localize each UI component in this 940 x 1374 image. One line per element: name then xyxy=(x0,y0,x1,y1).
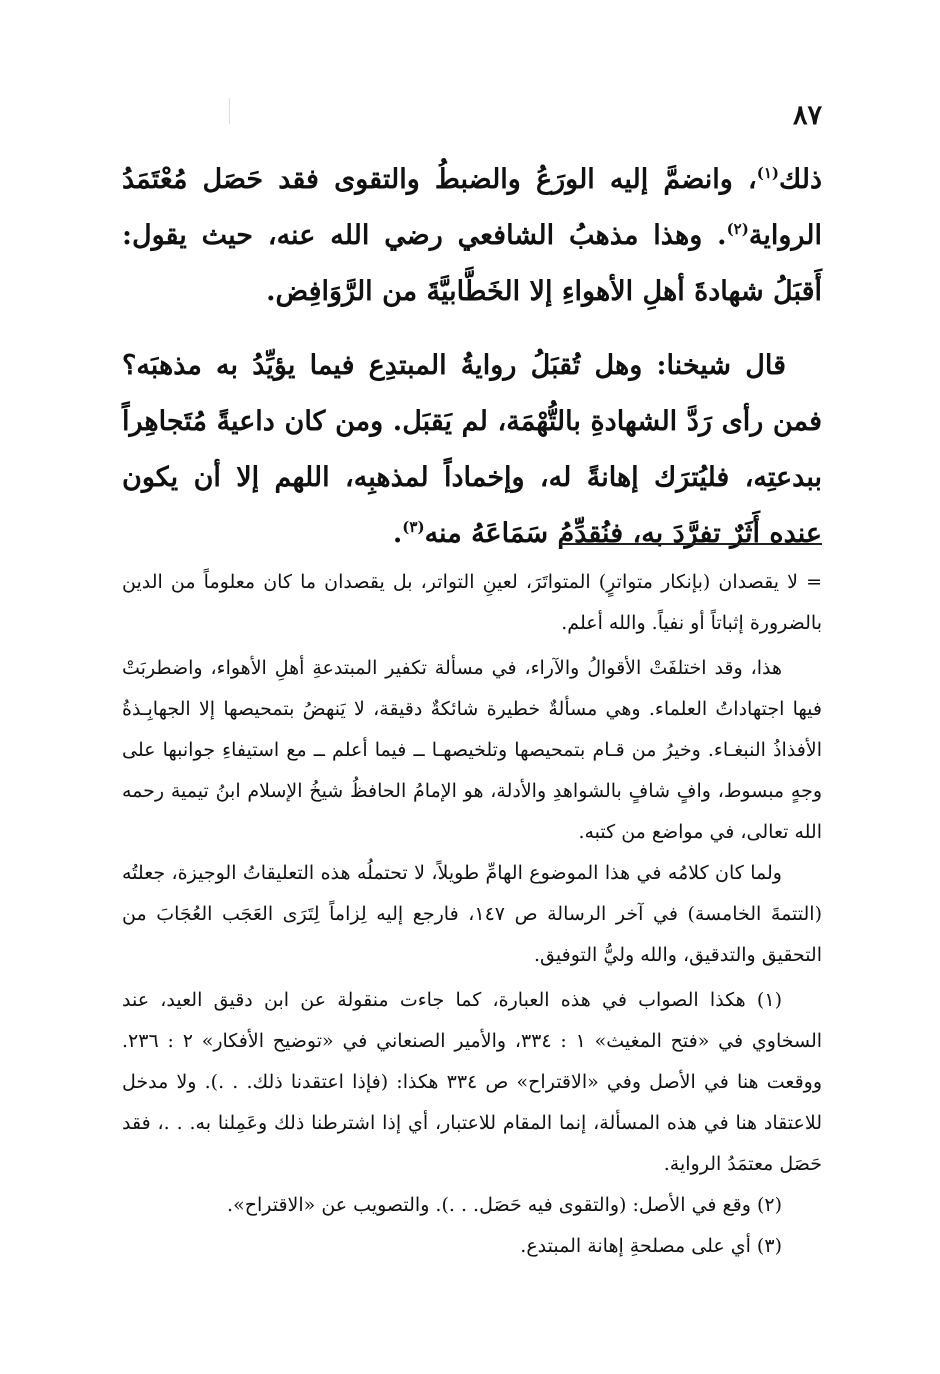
footnote-ref-1: (١) xyxy=(756,164,779,182)
footnote-continuation-3: ولما كان كلامُه في هذا الموضوع الهامِّ طويلاً، لا تحتملُه هذه التعليقاتُ الوجيزة، جعلتُه (التتمةَ الخامسة) في آخر الرسالة ص ١٤٧، فارجع إليه لِزاماً لِتَرَى العَجَب العُجَابَ من التحقيق والتدقيق، والله وليُّ التوفيق. xyxy=(122,862,823,966)
main-p2-end: . xyxy=(392,518,403,549)
main-paragraph-2 xyxy=(122,338,822,562)
footnote-3: (٣) أي على مصلحةِ إهانة المبتدع. xyxy=(520,1235,782,1257)
scan-mark xyxy=(229,98,230,124)
main-p2-start: قال شيخنا: وهل تُقبَلُ روايةُ المبتدِع فيما يؤيِّدُ به مذهبَه؟ فمن رأى رَدَّ الشهادةِ بالتُّهْمَة، لم يَقبَل. ومن كان داعيةً مُتَجاهِراً ببدعتِه، فليُترَك إهانةً له، وإخماداً لمذهبِه، اللهم إلا أن يكون عنده أَثَرٌ تفرَّدَ به، فنُقدِّمُ سَمَاعَهُ منه xyxy=(122,350,822,549)
footnotes xyxy=(122,562,822,1267)
footnote-continuation: = لا يقصدان (بإنكار متواترٍ) المتواتَرَ، لعينِ التواتر، بل يقصدان ما كان معلوماً من الدين بالضرورة إثباتاً أو نفياً. والله أعلم. xyxy=(122,571,822,634)
footnote-1: (١) هكذا الصواب في هذه العبارة، كما جاءت منقولة عن ابن دقيق العيد، عند السخاوي في «فتح المغيث» ١ : ٣٣٤، والأمير الصنعاني في «توضيح الأفكار» ٢ : ٢٣٦. ووقعت هنا في الأصل وفي «الاقتراح» ص ٣٣٤ هكذا: (فإذا اعتقدنا ذلك. . .). ولا مدخل للاعتقاد هنا في هذه المسألة، إنما المقام للاعتبار، أي إذا اشترطنا ذلك وعَمِلنا به. . .، فقد حَصَل معتمَدُ الرواية. xyxy=(122,989,823,1175)
footnote-2: (٢) وقع في الأصل: (والتقوى فيه حَصَل. . .). والتصويب عن «الاقتراح». xyxy=(227,1194,782,1216)
page-number: ٨٧ xyxy=(792,100,822,131)
footnote-ref-3: (٣) xyxy=(402,518,425,536)
footnote-separator xyxy=(560,543,822,545)
main-text xyxy=(122,152,822,562)
main-p1-start: ذلك xyxy=(778,164,822,195)
footnote-ref-2: (٢) xyxy=(726,220,749,238)
main-paragraph-1 xyxy=(122,152,822,320)
main-p1-middle: ، وانضمَّ إليه الورَعُ والضبطُ والتقوى فقد حَصَل مُعْتَمَدُ الرواية xyxy=(122,164,822,251)
main-p1-end: . وهذا مذهبُ الشافعي رضي الله عنه، حيث يقول: أَقبَلُ شهادةَ أهلِ الأهواءِ إلا الخَطَّابيَّةَ من الرَّوَافِض. xyxy=(122,220,822,307)
footnote-continuation-2: هذا، وقد اختلفَتْ الأقوالُ والآراء، في مسألة تكفير المبتدعةِ أهلِ الأهواء، واضطربَتْ فيها اجتهاداتُ العلماء. وهي مسألةٌ خطيرة شائكةٌ دقيقة، لا يَنهضُ بتمحيصها إلا الجهابِـذةُ الأفذاذُ النبغـاء. وخيرُ من قـام بتمحيصها وتلخيصهـا ــ فيما أعلم ــ مع استيفاءِ جوانبها على وجهٍ مبسوط، وافٍ شافٍ بالشواهدِ والأدلة، هو الإمامُ الحافظُ شيخُ الإسلام ابنُ تيمية رحمه الله تعالى، في مواضع من كتبه. xyxy=(122,657,822,843)
